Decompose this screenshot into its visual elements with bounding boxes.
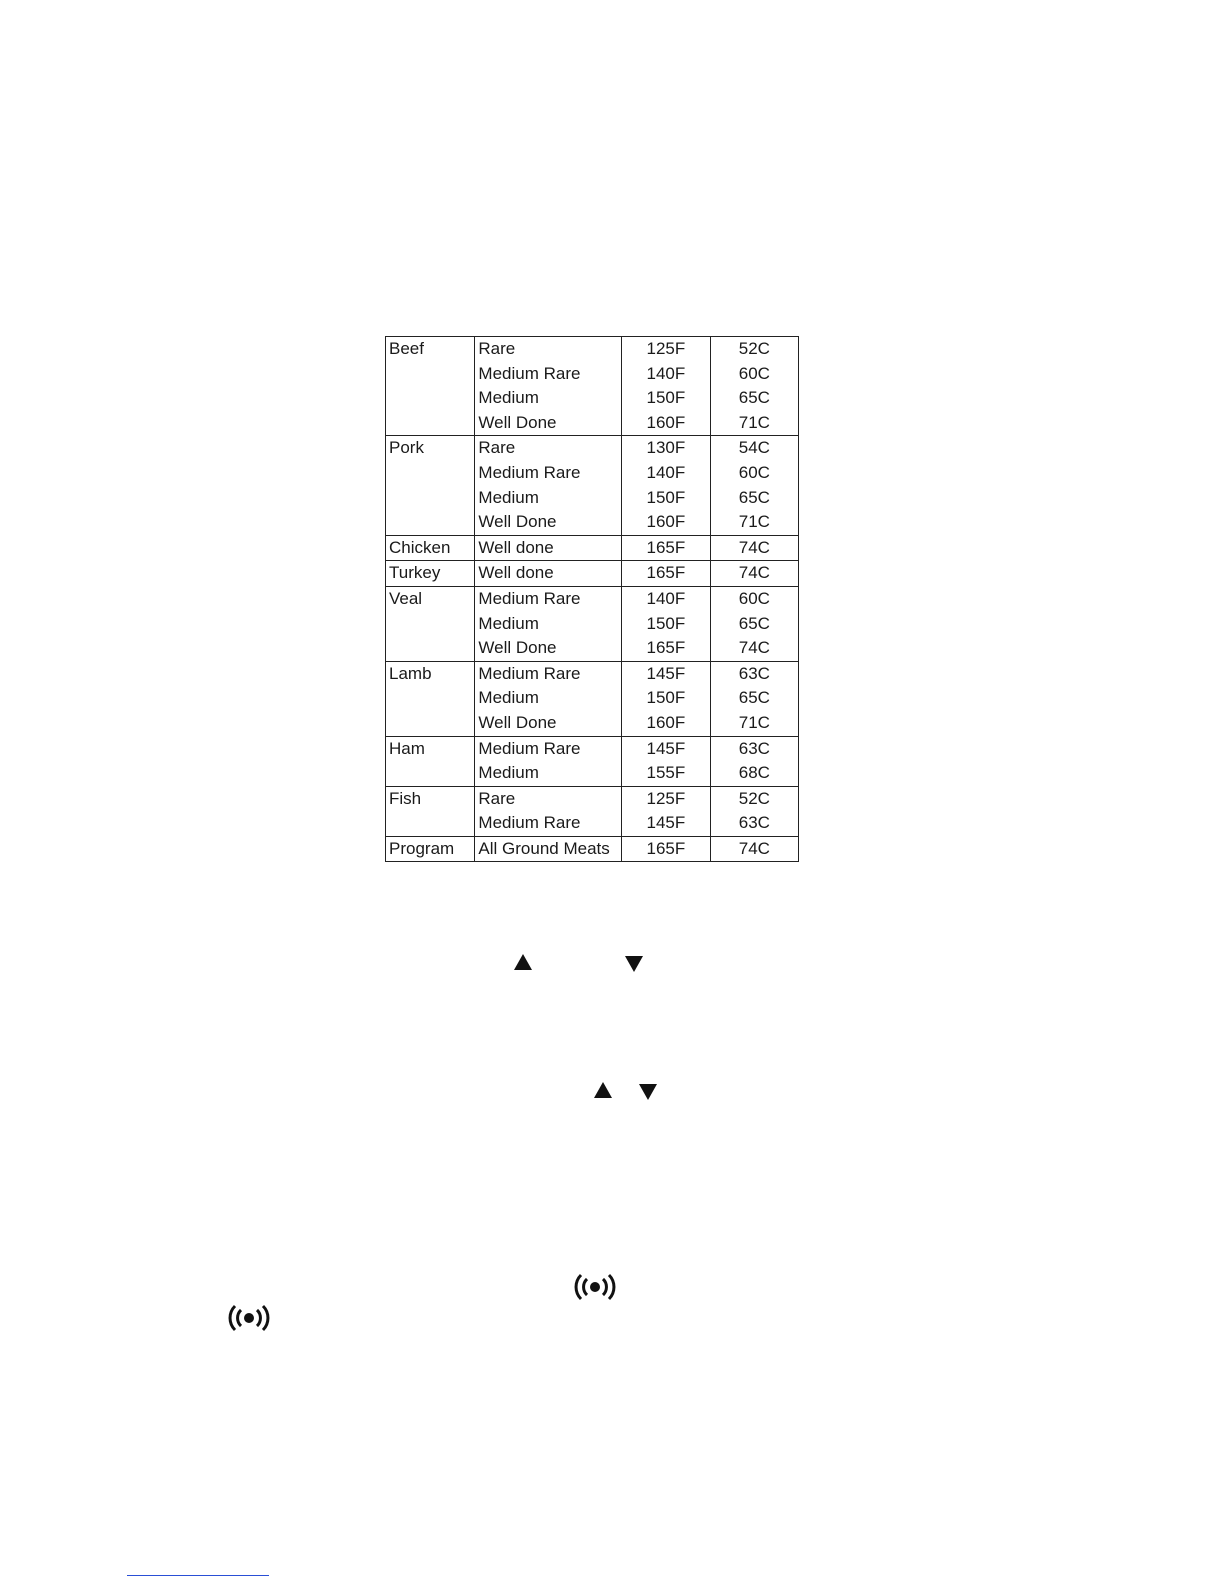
celsius-cell: 74C — [710, 636, 798, 661]
meat-cell — [386, 636, 475, 661]
table-row — [386, 337, 799, 362]
signal-waves-icon — [574, 1272, 616, 1302]
celsius-cell: 71C — [710, 411, 798, 436]
meat-cell — [386, 761, 475, 786]
celsius-cell: 74C — [710, 535, 798, 561]
table-row — [386, 836, 799, 862]
doneness-cell: Rare — [475, 436, 622, 461]
meat-cell — [386, 711, 475, 736]
celsius-cell: 65C — [710, 612, 798, 637]
doneness-cell: Medium Rare — [475, 811, 622, 836]
doneness-cell: Rare — [475, 786, 622, 811]
fahrenheit-cell: 165F — [622, 535, 711, 561]
meat-cell — [386, 461, 475, 486]
fahrenheit-cell: 150F — [622, 486, 711, 511]
down-triangle-icon — [639, 1084, 657, 1100]
table-row — [386, 786, 799, 811]
celsius-cell: 52C — [710, 337, 798, 362]
doneness-cell: Medium Rare — [475, 461, 622, 486]
doneness-cell: Well Done — [475, 711, 622, 736]
up-triangle-icon — [514, 954, 532, 970]
doneness-cell: Medium — [475, 612, 622, 637]
doneness-cell: Medium Rare — [475, 362, 622, 387]
fahrenheit-cell: 150F — [622, 386, 711, 411]
doneness-cell: Well done — [475, 535, 622, 561]
celsius-cell: 63C — [710, 736, 798, 761]
fahrenheit-cell: 145F — [622, 736, 711, 761]
table-row — [386, 636, 799, 661]
meat-cell: Lamb — [386, 661, 475, 686]
fahrenheit-cell: 140F — [622, 362, 711, 387]
celsius-cell: 60C — [710, 586, 798, 611]
meat-cell: Fish — [386, 786, 475, 811]
doneness-cell: Well Done — [475, 510, 622, 535]
doneness-cell: Well Done — [475, 411, 622, 436]
fahrenheit-cell: 140F — [622, 461, 711, 486]
table-row — [386, 761, 799, 786]
meat-cell — [386, 486, 475, 511]
table-row — [386, 362, 799, 387]
celsius-cell: 65C — [710, 486, 798, 511]
signal-waves-icon — [228, 1303, 270, 1333]
fahrenheit-cell: 130F — [622, 436, 711, 461]
celsius-cell: 74C — [710, 836, 798, 862]
table-row — [386, 811, 799, 836]
meat-cell — [386, 386, 475, 411]
meat-cell — [386, 411, 475, 436]
table-row — [386, 586, 799, 611]
meat-cell — [386, 811, 475, 836]
celsius-cell: 60C — [710, 362, 798, 387]
doneness-cell: Well done — [475, 561, 622, 587]
table-row — [386, 510, 799, 535]
doneness-cell: Medium — [475, 761, 622, 786]
fahrenheit-cell: 155F — [622, 761, 711, 786]
up-triangle-icon — [594, 1082, 612, 1098]
fahrenheit-cell: 165F — [622, 836, 711, 862]
table-row — [386, 535, 799, 561]
doneness-cell: Well Done — [475, 636, 622, 661]
celsius-cell: 63C — [710, 661, 798, 686]
doneness-cell: Medium — [475, 386, 622, 411]
doneness-cell: Medium — [475, 486, 622, 511]
doneness-temperature-table — [385, 336, 799, 862]
down-triangle-icon — [625, 956, 643, 972]
table-row — [386, 386, 799, 411]
table-body — [386, 337, 799, 862]
table-row — [386, 411, 799, 436]
celsius-cell: 52C — [710, 786, 798, 811]
meat-cell: Pork — [386, 436, 475, 461]
fahrenheit-cell: 160F — [622, 711, 711, 736]
fahrenheit-cell: 145F — [622, 811, 711, 836]
meat-cell: Ham — [386, 736, 475, 761]
meat-cell — [386, 510, 475, 535]
meat-cell — [386, 686, 475, 711]
fahrenheit-cell: 150F — [622, 612, 711, 637]
table-row — [386, 661, 799, 686]
celsius-cell: 63C — [710, 811, 798, 836]
celsius-cell: 68C — [710, 761, 798, 786]
table-row — [386, 561, 799, 587]
table-row — [386, 461, 799, 486]
fahrenheit-cell: 165F — [622, 561, 711, 587]
table-row — [386, 711, 799, 736]
doneness-cell: Rare — [475, 337, 622, 362]
celsius-cell: 60C — [710, 461, 798, 486]
celsius-cell: 54C — [710, 436, 798, 461]
doneness-cell: Medium Rare — [475, 586, 622, 611]
celsius-cell: 65C — [710, 386, 798, 411]
table-row — [386, 686, 799, 711]
meat-cell: Beef — [386, 337, 475, 362]
table-row — [386, 736, 799, 761]
fahrenheit-cell: 160F — [622, 510, 711, 535]
meat-cell: Program — [386, 836, 475, 862]
celsius-cell: 65C — [710, 686, 798, 711]
meat-cell — [386, 362, 475, 387]
doneness-cell: Medium Rare — [475, 661, 622, 686]
table-row — [386, 436, 799, 461]
fahrenheit-cell: 150F — [622, 686, 711, 711]
celsius-cell: 71C — [710, 711, 798, 736]
fahrenheit-cell: 125F — [622, 786, 711, 811]
fahrenheit-cell: 125F — [622, 337, 711, 362]
doneness-cell: All Ground Meats — [475, 836, 622, 862]
celsius-cell: 74C — [710, 561, 798, 587]
footnote-separator — [127, 1575, 269, 1576]
table-row — [386, 612, 799, 637]
meat-cell: Chicken — [386, 535, 475, 561]
doneness-cell: Medium — [475, 686, 622, 711]
fahrenheit-cell: 145F — [622, 661, 711, 686]
fahrenheit-cell: 140F — [622, 586, 711, 611]
meat-cell — [386, 612, 475, 637]
table-row — [386, 486, 799, 511]
celsius-cell: 71C — [710, 510, 798, 535]
fahrenheit-cell: 165F — [622, 636, 711, 661]
doneness-cell: Medium Rare — [475, 736, 622, 761]
fahrenheit-cell: 160F — [622, 411, 711, 436]
meat-cell: Veal — [386, 586, 475, 611]
meat-cell: Turkey — [386, 561, 475, 587]
